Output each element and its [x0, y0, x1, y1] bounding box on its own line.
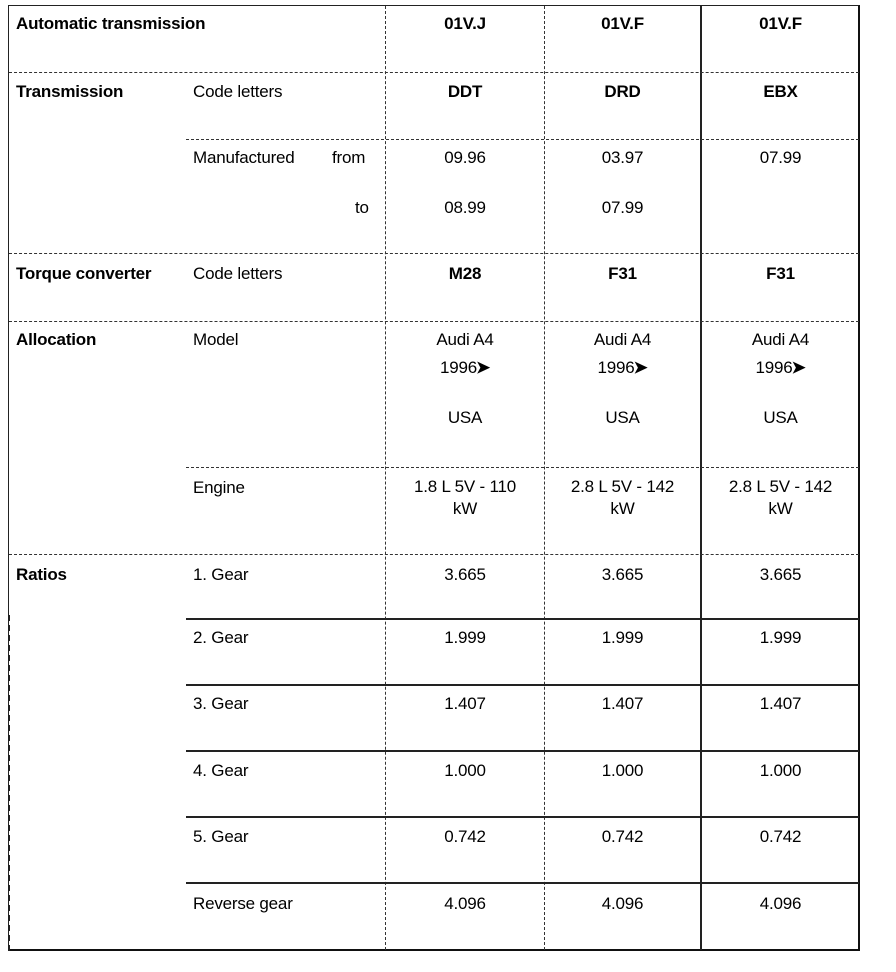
- model-year-3: 1996: [755, 358, 793, 377]
- model-market-2: USA: [605, 408, 640, 427]
- column-header-1: 01V.J: [444, 14, 486, 33]
- table-title: Automatic transmission: [16, 14, 206, 33]
- gear-label-5: 5. Gear: [193, 827, 249, 846]
- to-value-2: 07.99: [601, 198, 644, 217]
- model-market-1: USA: [447, 408, 483, 427]
- from-value-1: 09.96: [444, 148, 486, 167]
- row-divider-alloc-1: [186, 467, 859, 468]
- engine-label: Engine: [193, 478, 245, 497]
- gear-5-value-1: 0.742: [444, 827, 486, 846]
- gear-5-value-2: 0.742: [601, 827, 644, 846]
- section-ratios: Ratios: [16, 565, 67, 584]
- row-divider-tc: [9, 321, 859, 322]
- section-torque-converter: Torque converter: [16, 264, 152, 283]
- to-value-1: 08.99: [444, 198, 486, 217]
- transmission-code-3: EBX: [763, 82, 798, 101]
- transmission-code-1: DDT: [447, 82, 483, 101]
- section-allocation: Allocation: [16, 330, 97, 349]
- model-label: Model: [193, 330, 239, 349]
- gear-2-value-2: 1.999: [601, 628, 644, 647]
- gear-1-value-1: 3.665: [444, 565, 486, 584]
- row-divider-ratio-3: [186, 750, 859, 752]
- arrow-right-icon: ➤: [633, 358, 648, 377]
- torque-code-1: M28: [448, 264, 482, 283]
- model-year-cell-3: [702, 356, 859, 380]
- model-year-1: 1996: [439, 358, 477, 377]
- reverse-value-2: 4.096: [601, 894, 644, 913]
- from-value-2: 03.97: [601, 148, 644, 167]
- model-name-1: Audi A4: [436, 330, 494, 349]
- row-divider-tr-1: [186, 139, 859, 140]
- row-divider-ratio-1: [186, 618, 859, 620]
- gear-5-value-3: 0.742: [759, 827, 802, 846]
- gear-1-value-3: 3.665: [759, 565, 802, 584]
- torque-code-2: F31: [608, 264, 637, 283]
- torque-code-3: F31: [766, 264, 795, 283]
- gear-3-value-3: 1.407: [759, 694, 802, 713]
- transmission-code-label: Code letters: [193, 82, 283, 101]
- column-header-2: 01V.F: [601, 14, 644, 33]
- transmission-code-2: DRD: [604, 82, 641, 101]
- column-header-3: 01V.F: [759, 14, 802, 33]
- model-name-2: Audi A4: [593, 330, 652, 349]
- gear-2-value-3: 1.999: [759, 628, 802, 647]
- left-edge-lower: [8, 615, 10, 951]
- gear-label-reverse: Reverse gear: [193, 894, 293, 913]
- arrow-right-icon: ➤: [475, 358, 491, 377]
- engine-2-line1: 2.8 L 5V - 142: [570, 477, 675, 496]
- torque-code-label: Code letters: [193, 264, 283, 283]
- model-year-cell-1: [386, 356, 544, 380]
- to-label: to: [355, 198, 369, 217]
- gear-label-3: 3. Gear: [193, 694, 249, 713]
- engine-2-line2: kW: [610, 499, 635, 518]
- row-divider-ratio-2: [186, 684, 859, 686]
- reverse-value-1: 4.096: [444, 894, 486, 913]
- model-year-2: 1996: [597, 358, 635, 377]
- arrow-right-icon: ➤: [791, 358, 806, 377]
- manufactured-label: Manufactured: [193, 148, 295, 167]
- engine-3-line1: 2.8 L 5V - 142: [728, 477, 833, 496]
- row-divider-tr-2: [9, 253, 859, 254]
- reverse-value-3: 4.096: [759, 894, 802, 913]
- gear-2-value-1: 1.999: [444, 628, 486, 647]
- from-label: from: [332, 148, 366, 167]
- gear-3-value-2: 1.407: [601, 694, 644, 713]
- gear-4-value-2: 1.000: [601, 761, 644, 780]
- row-divider-alloc-2: [9, 554, 859, 555]
- gear-label-1: 1. Gear: [193, 565, 249, 584]
- gear-4-value-1: 1.000: [444, 761, 486, 780]
- gear-label-4: 4. Gear: [193, 761, 249, 780]
- row-divider-ratio-5: [186, 882, 859, 884]
- engine-1-line1: 1.8 L 5V - 110: [413, 477, 517, 496]
- model-market-3: USA: [763, 408, 798, 427]
- gear-4-value-3: 1.000: [759, 761, 802, 780]
- engine-3-line2: kW: [768, 499, 793, 518]
- model-name-3: Audi A4: [751, 330, 810, 349]
- engine-1-line2: kW: [452, 499, 478, 518]
- section-transmission: Transmission: [16, 82, 124, 101]
- row-divider-ratio-4: [186, 816, 859, 818]
- model-year-cell-2: [545, 356, 700, 380]
- gear-label-2: 2. Gear: [193, 628, 249, 647]
- row-divider-header: [9, 72, 859, 73]
- gear-3-value-1: 1.407: [444, 694, 486, 713]
- from-value-3: 07.99: [759, 148, 802, 167]
- gear-1-value-2: 3.665: [601, 565, 644, 584]
